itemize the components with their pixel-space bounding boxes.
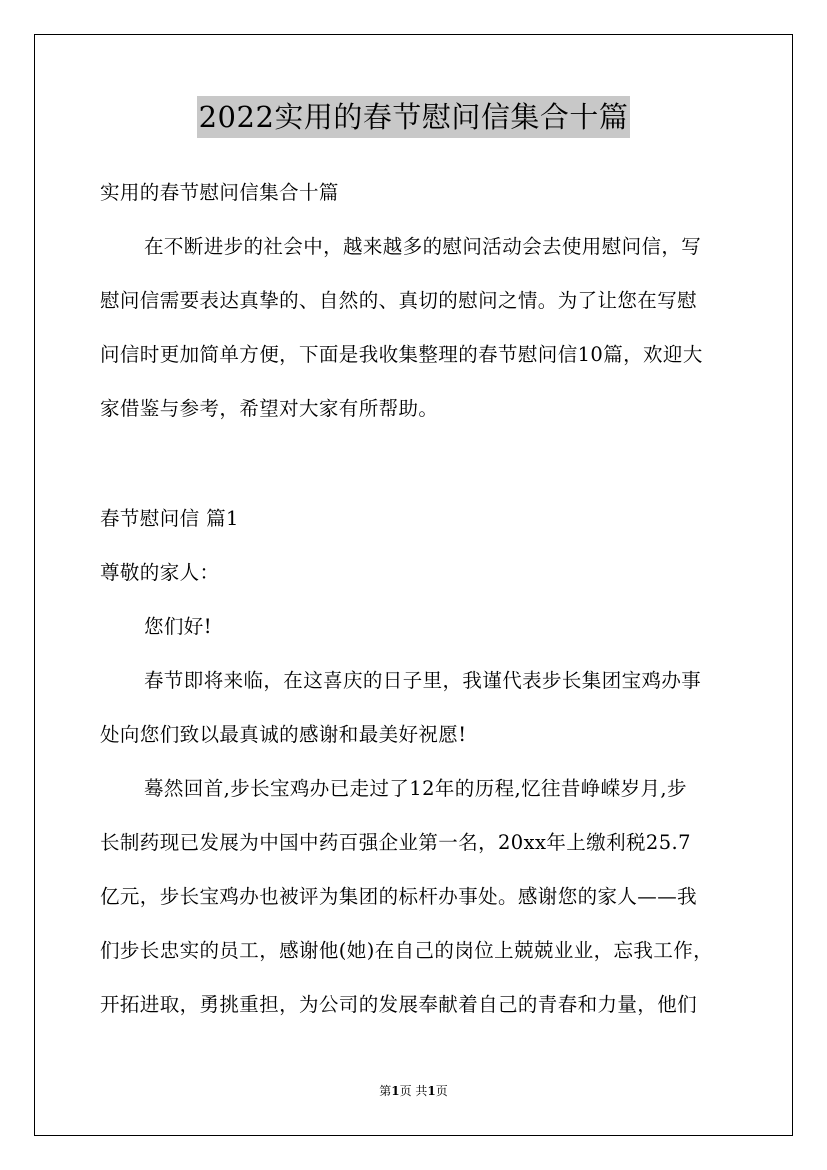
salutation: 尊敬的家人：: [100, 561, 220, 584]
intro-line: 问信时更加简单方便，下面是我收集整理的春节慰问信10篇，欢迎大: [100, 343, 703, 366]
page-prefix: 第: [379, 1084, 392, 1098]
section-heading: 春节慰问信 篇1: [100, 507, 239, 530]
greeting: 您们好!: [144, 615, 212, 638]
page-footer: [0, 1082, 827, 1100]
body-line: 开拓进取，勇挑重担，为公司的发展奉献着自己的青春和力量，他们: [100, 993, 698, 1016]
body-line: 亿元，步长宝鸡办也被评为集团的标杆办事处。感谢您的家人——我: [100, 885, 698, 908]
title-wrap: [0, 96, 827, 138]
body-line: 春节即将来临，在这喜庆的日子里，我谨代表步长集团宝鸡办事: [144, 669, 702, 692]
body-line: 蓦然回首,步长宝鸡办已走过了12年的历程,忆往昔峥嵘岁月,步: [144, 777, 687, 800]
page-total: 1: [427, 1084, 436, 1098]
page-mid: 页 共: [399, 1084, 428, 1098]
intro-line: 在不断进步的社会中，越来越多的慰问活动会去使用慰问信，写: [144, 235, 702, 258]
page-suffix: 页: [435, 1084, 448, 1098]
body-line: 长制药现已发展为中国中药百强企业第一名，20xx年上缴利税25.7: [100, 831, 691, 854]
body-line: 处向您们致以最真诚的感谢和最美好祝愿!: [100, 723, 467, 746]
body-line: 们步长忠实的员工，感谢他(她)在自己的岗位上兢兢业业，忘我工作，: [100, 939, 714, 962]
intro-line: 慰问信需要表达真挚的、自然的、真切的慰问之情。为了让您在写慰: [100, 289, 698, 312]
intro-line: 家借鉴与参考，希望对大家有所帮助。: [100, 397, 439, 420]
document-subtitle: 实用的春节慰问信集合十篇: [100, 181, 339, 204]
document-title: 2022实用的春节慰问信集合十篇: [197, 96, 631, 138]
page-current: 1: [391, 1084, 400, 1098]
